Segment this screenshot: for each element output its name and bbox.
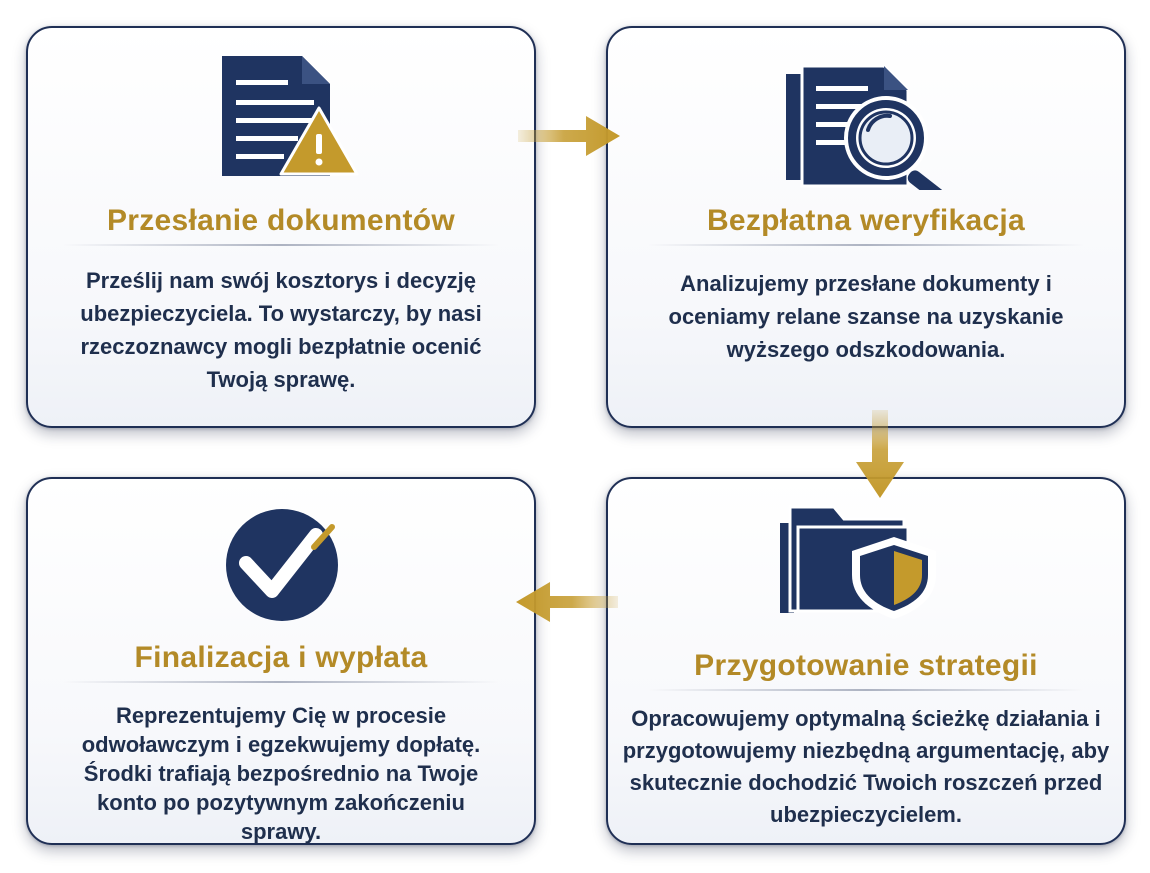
document-warning-icon [218,50,360,180]
title-divider [648,689,1084,691]
step-title: Finalizacja i wypłata [134,641,428,674]
checkmark-circle-icon [220,505,346,623]
folder-shield-icon [776,493,942,621]
title-divider [63,244,499,246]
step-card-document-upload [26,26,536,428]
step-card-free-verification [606,26,1126,428]
arrow-left-icon [512,576,622,628]
step-card-finalization-payout [26,477,536,845]
arrow-right-icon [514,110,624,162]
title-divider [63,681,499,683]
step-description: Prześlij nam swój kosztorys i decyzję ubezpieczyciela. To wystarczy, by nasi rzeczoznawcy mogli bezpłatnie ocenić Twoją sprawę. [80,268,482,392]
step-description: Opracowujemy optymalną ścieżkę działania i przygotowujemy niezbędną argumentację, aby skutecznie dochodzić Twoich roszczeń przed ubezpieczycielem. [622,706,1110,827]
document-magnifier-icon [780,64,960,190]
step-description: Reprezentujemy Cię w procesie odwoławczym i egzekwujemy dopłatę. Środki trafiają bezpośrednio na Twoje konto po pozytywnym zakończeniu sprawy. [81,703,481,844]
step-card-strategy-preparation [606,477,1126,845]
step-title: Przesłanie dokumentów [106,204,456,237]
step-title: Przygotowanie strategii [694,649,1038,682]
title-divider [648,244,1084,246]
step-title: Bezpłatna weryfikacja [706,204,1026,237]
step-description: Analizujemy przesłane dokumenty i oceniamy relane szanse na uzyskanie wyższego odszkodowania. [668,271,1064,362]
arrow-down-icon [852,408,908,502]
